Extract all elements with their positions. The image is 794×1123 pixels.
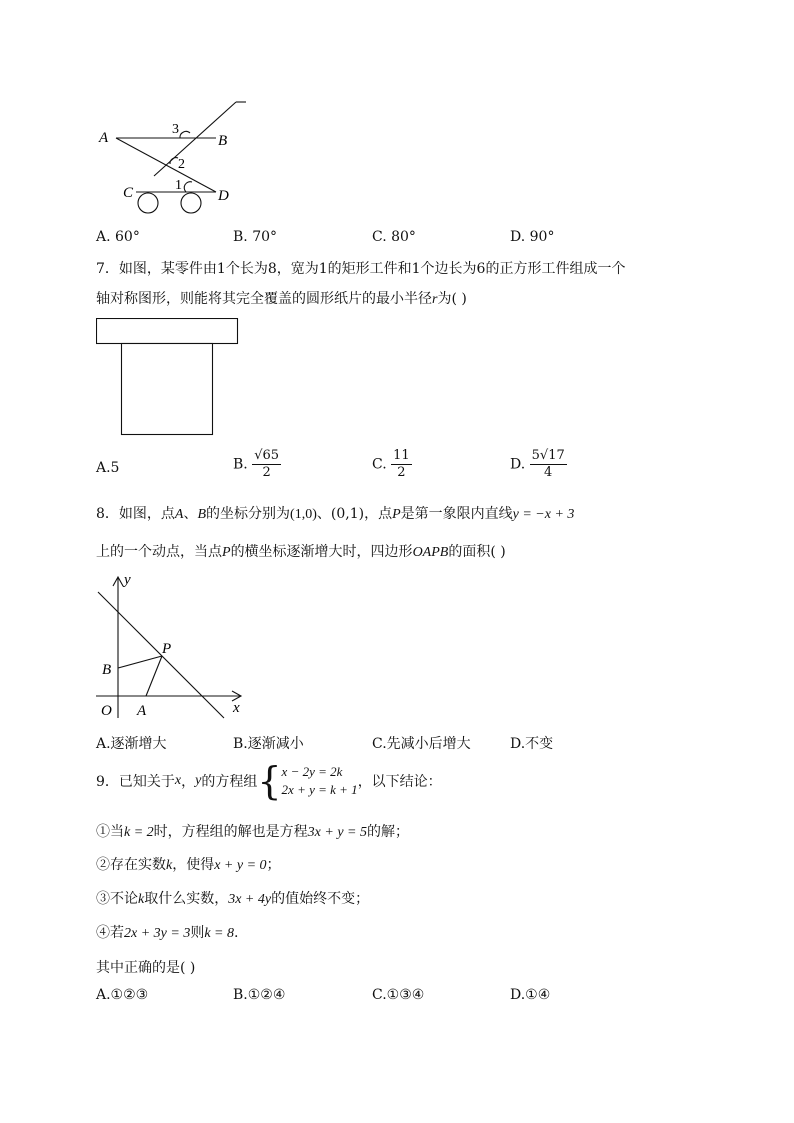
q8-figure: [94, 568, 254, 720]
q7-option-c-num: 11: [393, 448, 410, 463]
q9-option-a[interactable]: A.①②③: [96, 987, 149, 1003]
q9-c1-k: k = 2: [124, 825, 154, 840]
q9-c2-mid: ，使得: [172, 857, 215, 873]
q7-option-a[interactable]: A.5: [96, 460, 120, 476]
q7-line2-post: 为( ): [437, 291, 467, 307]
q7-figure: [96, 318, 240, 438]
q8-text-line2: [96, 541, 506, 561]
q6-option-c[interactable]: C. 80°: [372, 229, 416, 245]
q6-angle-arc-1: [184, 182, 192, 192]
q7-option-d-label: D.: [510, 456, 526, 473]
q8-segment-ap: [146, 656, 162, 696]
q9-c1-pre: ①当: [96, 824, 124, 840]
q9-c2-pre: ②存在实数: [96, 857, 166, 873]
q9-brace: {: [257, 759, 282, 803]
q7-option-d-den: 4: [544, 465, 553, 480]
q8-point-p-2: P: [222, 545, 231, 560]
q9-question: 其中正确的是( ): [96, 960, 196, 976]
q7-line2-pre: 轴对称图形，则能将其完全覆盖的圆形纸片的最小半径: [96, 291, 432, 307]
q7-option-b-den: 2: [262, 465, 271, 480]
q8-point-b: B: [197, 507, 207, 522]
q7-option-c-label: C.: [372, 456, 387, 473]
q9-c3-mid: 取什么实数，: [144, 891, 229, 907]
q6-angle-arc-3: [180, 131, 190, 138]
q8-label-o: O: [101, 703, 112, 719]
q8-line2-pre: 上的一个动点，当点: [96, 544, 222, 560]
q7-var-r: r: [432, 292, 438, 307]
q7-text-line1: 7．如图，某零件由1个长为8，宽为1的矩形工件和1个边长为6的正方形工件组成一个: [96, 261, 626, 277]
q6-option-a[interactable]: A. 60°: [96, 229, 140, 245]
q6-label-2: 2: [178, 157, 185, 172]
q8-label-p: P: [162, 641, 172, 657]
q7-option-c[interactable]: [372, 448, 412, 481]
q6-option-d[interactable]: D. 90°: [510, 229, 555, 245]
q9-option-b[interactable]: B.①②④: [233, 987, 286, 1003]
q6-option-b[interactable]: B. 70°: [233, 229, 278, 245]
q8-coord-b: (0,1): [330, 506, 365, 522]
q9-c2-k: k: [166, 858, 173, 873]
q6-figure: [96, 96, 246, 218]
q8-line-y-eq-neg-x-plus-3: [98, 592, 224, 718]
q6-label-1: 1: [175, 178, 182, 193]
q9-system: [282, 763, 358, 799]
q9-c4-pre: ④若: [96, 925, 124, 941]
q9-var-y: y: [195, 773, 202, 788]
q9-c3-pre: ③不论: [96, 891, 138, 907]
q8-label-b: B: [102, 662, 112, 678]
q7-rectangle-piece: [97, 319, 238, 344]
q9-sep: ，: [181, 774, 196, 790]
q9-c3-post: 的值始终不变；: [271, 891, 370, 907]
q8-option-d[interactable]: D.不变: [510, 736, 554, 752]
q6-label-c: C: [123, 185, 134, 201]
q8-line1-pre: 8．如图，点: [96, 506, 175, 522]
q9-c3-eq: 3x + 4y: [228, 892, 272, 907]
q9-conclusion-2: [96, 854, 281, 874]
q9-eq1: x − 2y = 2k: [281, 764, 343, 779]
q8-label-a: A: [137, 703, 147, 719]
q9-intro-pre: 9．已知关于: [96, 774, 175, 790]
q9-c4-post: .: [234, 925, 239, 941]
q7-option-b-label: B.: [233, 456, 248, 473]
q6-label-b: B: [218, 133, 228, 149]
q8-sep: 、: [183, 506, 198, 522]
q6-label-a: A: [99, 130, 109, 146]
q6-label-d: D: [218, 188, 229, 204]
q6-label-3: 3: [172, 122, 179, 137]
q8-option-a[interactable]: A.逐渐增大: [96, 736, 167, 752]
q8-line2-mid: 的横坐标逐渐增大时，四边形: [230, 544, 413, 560]
q9-conclusion-3: [96, 888, 369, 908]
q8-line1-mid: 的坐标分别为: [206, 506, 291, 522]
q7-square-piece: [122, 344, 213, 435]
q9-conclusion-4: [96, 922, 238, 942]
q8-point-p: P: [392, 507, 401, 522]
q9-eq2: 2x + y = k + 1: [281, 782, 358, 797]
q9-c1-mid: 时，方程组的解也是方程: [153, 824, 308, 840]
q9-conclusion-1: [96, 821, 409, 841]
q8-point-a: A: [174, 507, 184, 522]
q8-option-c[interactable]: C.先减小后增大: [372, 736, 471, 752]
q7-option-d-fraction: [530, 448, 567, 481]
q8-line1-mid3: 是第一象限内直线: [400, 506, 513, 522]
q8-coord-a: (1,0): [290, 507, 317, 522]
q7-option-b-num: √65: [254, 448, 280, 463]
q8-line2-post: 的面积( ): [448, 544, 506, 560]
q7-text-line2: [96, 288, 467, 308]
q9-intro: [96, 759, 442, 803]
q9-c2-eq: x + y = 0: [214, 858, 267, 873]
q9-intro-post: ，以下结论：: [357, 774, 442, 790]
q7-option-b-fraction: [252, 448, 281, 481]
q7-option-b[interactable]: [233, 448, 281, 481]
q9-c1-eq: 3x + y = 5: [307, 825, 367, 840]
q8-segment-bp: [118, 656, 162, 668]
q9-c3-k: k: [138, 892, 145, 907]
q8-quad-oapb: OAPB: [412, 545, 449, 560]
q8-label-y: y: [124, 572, 131, 588]
q8-text-line1: [96, 503, 574, 523]
q8-line-equation: y = −x + 3: [512, 507, 575, 522]
q6-wheel-right: [181, 193, 201, 213]
q8-line1-mid2: ，点: [364, 506, 393, 522]
q9-intro-mid: 的方程组: [201, 774, 258, 790]
q7-option-c-fraction: [391, 448, 412, 481]
q9-option-c[interactable]: C.①③④: [372, 987, 425, 1003]
q9-c1-post: 的解；: [367, 824, 409, 840]
q7-option-d-num: 5√17: [531, 448, 565, 463]
q9-option-d[interactable]: D.①④: [510, 987, 551, 1003]
q8-label-x: x: [233, 700, 240, 716]
q9-var-x: x: [174, 773, 182, 788]
q9-c4-k: k = 8: [204, 926, 234, 941]
q9-c4-mid: 则: [190, 925, 205, 941]
q8-comma: 、: [316, 506, 331, 522]
q8-option-b[interactable]: B.逐渐减小: [233, 736, 304, 752]
q7-option-c-den: 2: [397, 465, 406, 480]
q7-option-d[interactable]: [510, 448, 567, 481]
q9-c2-post: ；: [266, 857, 281, 873]
q9-c4-eq: 2x + 3y = 3: [124, 926, 191, 941]
q6-wheel-left: [138, 193, 158, 213]
